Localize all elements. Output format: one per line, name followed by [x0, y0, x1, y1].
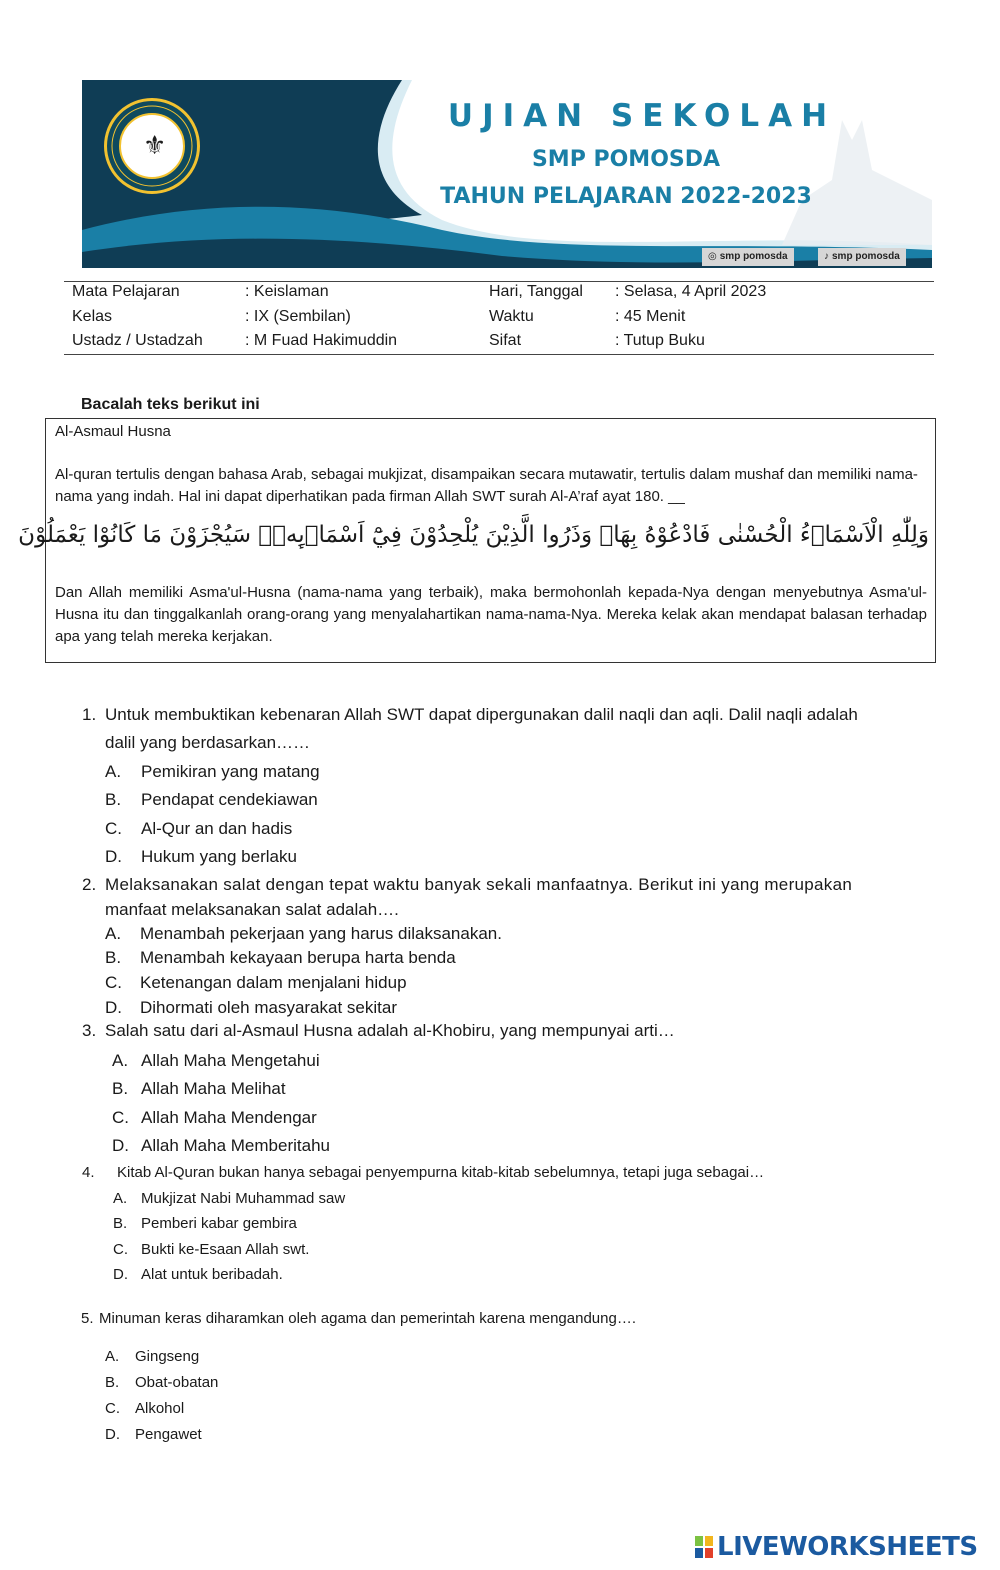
question-text: Kitab Al-Quran bukan hanya sebagai penyempurna kitab-kitab sebelumnya, tetapi juga sebagai… [117, 1164, 765, 1181]
option-letter: D. [105, 998, 122, 1017]
option-text: Allah Maha Melihat [141, 1079, 286, 1098]
option-text: Allah Maha Mendengar [141, 1108, 317, 1127]
info-row [64, 283, 934, 307]
option-text: Dihormati oleh masyarakat sekitar [140, 998, 397, 1017]
icon-square [695, 1536, 703, 1546]
teacher-label: Ustadz / Ustadzah [72, 332, 203, 349]
option-text: Pemikiran yang matang [141, 762, 320, 781]
nature-label: Sifat [489, 332, 522, 349]
question-text: Untuk membuktikan kebenaran Allah SWT dapat dipergunakan dalil naqli dan aqli. Dalil naqli adalah [105, 705, 858, 724]
option-text: Allah Maha Memberitahu [141, 1136, 330, 1155]
question-text: Melaksanakan salat dengan tepat waktu banyak sekali manfaatnya. Berikut ini yang merupakan [105, 875, 853, 894]
option-letter: C. [112, 1108, 129, 1127]
time-label: Waktu [489, 308, 534, 325]
date-value: : Selasa, 4 April 2023 [615, 283, 767, 300]
class-label: Kelas [72, 308, 113, 325]
info-row [64, 308, 934, 332]
academic-year: TAHUN PELAJARAN 2022-2023 [440, 184, 812, 209]
option-letter: B. [113, 1215, 128, 1232]
arabic-verse: وَلِلّٰهِ الْاَسْمَاۤءُ الْحُسْنٰى فَادْعُوْهُ بِهَاۖ وَذَرُوا الَّذِيْنَ يُلْحِدُوْنَ فِيْٓ اَسْمَاۤىِٕهٖۗ سَيُجْزَوْنَ مَا كَانُوْا يَعْمَلُوْنَ [18, 522, 929, 548]
option-letter: C. [113, 1241, 128, 1258]
question-number: 1. [82, 705, 97, 724]
option-text: Obat-obatan [135, 1374, 219, 1391]
subject-value: : Keislaman [245, 283, 329, 300]
option-letter: B. [105, 790, 122, 809]
option-letter: B. [105, 948, 122, 967]
instagram-handle [702, 248, 794, 266]
liveworksheets-icon [695, 1536, 713, 1558]
exam-info-table [64, 281, 934, 355]
question-number: 2. [82, 875, 97, 894]
question-text-continued: manfaat melaksanakan salat adalah…. [105, 900, 399, 919]
option-letter: C. [105, 1400, 120, 1417]
info-row [64, 332, 934, 356]
question-text: Salah satu dari al-Asmaul Husna adalah al-Khobiru, yang mempunyai arti… [105, 1021, 675, 1040]
exam-header-banner [82, 80, 932, 268]
option-letter: D. [113, 1266, 128, 1283]
tiktok-icon: ♪ [824, 251, 829, 262]
question-number: 4. [82, 1164, 95, 1181]
option-letter: A. [113, 1190, 128, 1207]
school-name: SMP POMOSDA [531, 147, 721, 172]
time-value: : 45 Menit [615, 308, 686, 325]
tiktok-handle [818, 248, 906, 266]
option-text: Al-Qur an dan hadis [141, 819, 293, 838]
option-letter: B. [105, 1374, 120, 1391]
question-number: 3. [82, 1021, 97, 1040]
option-text: Alat untuk beribadah. [141, 1266, 283, 1283]
reading-passage-box [18, 418, 936, 663]
passage-paragraph-1: Al-quran tertulis dengan bahasa Arab, sebagai mukjizat, disampaikan secara mutawatir, tertulis dalam mushaf dan memiliki nama-nama yang indah. Hal ini dapat diperhatikan pada firman Allah SWT surah Al-A’raf ayat 180. __ [55, 466, 918, 505]
reading-instruction: Bacalah teks berikut ini [81, 396, 260, 413]
option-text: Menambah kekayaan berupa harta benda [140, 948, 456, 967]
option-text: Pemberi kabar gembira [141, 1215, 297, 1232]
instagram-icon: ◎ [708, 251, 717, 262]
option-letter: A. [105, 924, 122, 943]
tiktok-text: smp pomosda [832, 251, 900, 262]
passage-title: Al-Asmaul Husna [55, 423, 171, 440]
option-text: Ketenangan dalam menjalani hidup [140, 973, 407, 992]
option-text: Allah Maha Mengetahui [141, 1051, 320, 1070]
option-letter: B. [112, 1079, 129, 1098]
question-number: 5. [81, 1310, 94, 1327]
option-text: Pendapat cendekiawan [141, 790, 318, 809]
option-letter: C. [105, 819, 122, 838]
school-logo [104, 98, 200, 194]
logo-emblem [119, 113, 185, 179]
question-text-continued: dalil yang berdasarkan…… [105, 733, 311, 752]
icon-square [705, 1536, 713, 1546]
option-letter: D. [112, 1136, 129, 1155]
option-text: Pengawet [135, 1426, 202, 1443]
option-letter: C. [105, 973, 122, 992]
option-text: Bukti ke-Esaan Allah swt. [141, 1241, 310, 1258]
option-letter: A. [112, 1051, 129, 1070]
logo-mark-icon: ⚜ [143, 130, 167, 160]
option-letter: D. [105, 1426, 120, 1443]
date-label: Hari, Tanggal [489, 283, 583, 300]
instagram-text: smp pomosda [719, 251, 788, 262]
icon-square [705, 1548, 713, 1558]
class-value: : IX (Sembilan) [245, 308, 351, 325]
nature-value: : Tutup Buku [615, 332, 705, 349]
option-text: Mukjizat Nabi Muhammad saw [141, 1190, 346, 1207]
question-text: Minuman keras diharamkan oleh agama dan pemerintah karena mengandung…. [99, 1310, 636, 1327]
subject-label: Mata Pelajaran [72, 283, 180, 300]
option-letter: A. [105, 1348, 120, 1365]
option-text: Alkohol [135, 1400, 185, 1417]
option-letter: D. [105, 847, 122, 866]
option-letter: A. [105, 762, 122, 781]
icon-square [695, 1548, 703, 1558]
option-text: Menambah pekerjaan yang harus dilaksanakan. [140, 924, 502, 943]
liveworksheets-brand: LIVEWORKSHEETS [717, 1532, 978, 1562]
option-text: Gingseng [135, 1348, 200, 1365]
exam-title: UJIAN SEKOLAH [447, 98, 837, 134]
teacher-value: : M Fuad Hakimuddin [245, 332, 398, 349]
option-text: Hukum yang berlaku [141, 847, 297, 866]
passage-paragraph-2: Dan Allah memiliki Asma'ul-Husna (nama-nama yang terbaik), maka bermohonlah kepada-Nya dengan menyebutnya Asma'ul-Husna itu dan tinggalkanlah orang-orang yang menyalahartikan nama-nama-Nya. Mereka kelak akan mendapat balasan terhadap apa yang telah mereka kerjakan. [55, 584, 927, 645]
